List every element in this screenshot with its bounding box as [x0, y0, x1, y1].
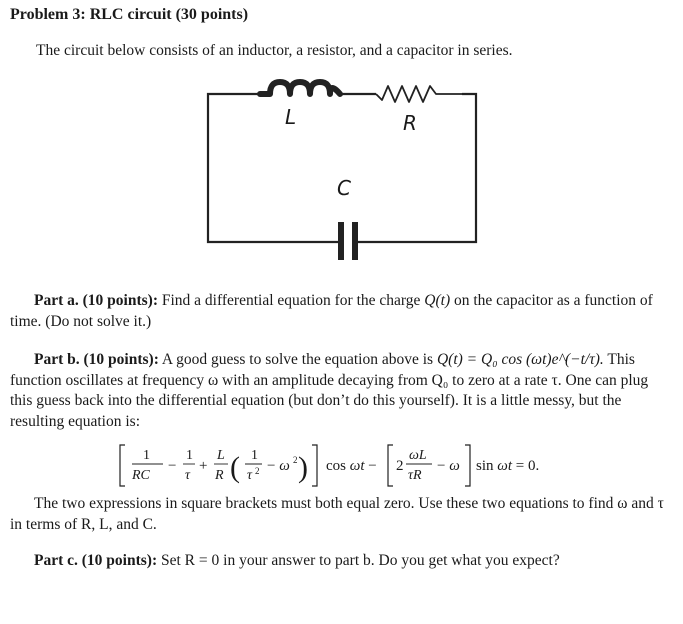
explanation-text: The two expressions in square brackets must both equal zero. Use these two equations to find ω and τ in terms of R, L, and C.	[10, 495, 664, 533]
part-a-text: Find a differential equation for the charge	[158, 292, 425, 309]
part-b-heading: Part b. (10 points):	[34, 351, 159, 368]
svg-text:cos ωt −: cos ωt −	[326, 458, 377, 474]
part-c-heading: Part c. (10 points):	[34, 552, 158, 569]
inductor-coil	[260, 82, 340, 94]
svg-text:1: 1	[143, 448, 150, 463]
part-a-heading: Part a. (10 points):	[34, 292, 158, 309]
svg-text:1: 1	[186, 448, 193, 463]
charge-symbol: Q(t)	[424, 292, 451, 309]
part-a	[10, 291, 670, 332]
svg-text:− ω: − ω	[437, 458, 460, 474]
capacitor-label: C	[337, 176, 351, 200]
problem-title: Problem 3: RLC circuit (30 points)	[10, 6, 249, 23]
svg-text:): )	[298, 451, 308, 484]
intro-text: The circuit below consists of an inductor, a resistor, and a capacitor in series.	[36, 42, 513, 59]
svg-text:− ω: − ω	[267, 458, 290, 474]
part-c-text: Set R = 0 in your answer to part b. Do you get what you expect?	[157, 552, 560, 569]
svg-text:(: (	[230, 451, 240, 484]
svg-text:1: 1	[251, 448, 258, 463]
part-a-text-cont: on the capacitor as a function of time. (Do not solve it.)	[10, 292, 653, 330]
circuit-wire	[208, 94, 338, 242]
part-b	[10, 350, 670, 432]
svg-text:L: L	[217, 448, 225, 463]
svg-text:2: 2	[396, 458, 404, 474]
svg-text:2: 2	[293, 455, 298, 465]
capacitor-plate	[352, 222, 358, 260]
resistor-zigzag	[376, 86, 462, 102]
svg-text:τR: τR	[408, 468, 422, 483]
part-b-text: A good guess to solve the equation above is	[158, 351, 437, 368]
resistor-label: R	[403, 111, 417, 135]
svg-text:sin ωt = 0.: sin ωt = 0.	[476, 458, 540, 474]
guess-formula: Q(t) = Q₀ cos (ωt)e^(−t/τ).	[436, 351, 604, 368]
capacitor-plate	[338, 222, 344, 260]
svg-text:R: R	[215, 468, 224, 483]
part-b-text-cont: This function oscillates at frequency ω with an amplitude decaying from Q₀ to zero at a rate τ. One can plug this guess back into the differential equation (but don’t do this yourself). It is a little messy, but the resulting equation is:	[10, 351, 649, 430]
equation-explanation	[10, 494, 670, 535]
svg-text:−: −	[168, 458, 177, 474]
svg-text:τ: τ	[247, 468, 253, 483]
circuit-wire	[358, 94, 476, 242]
svg-text:τ: τ	[185, 468, 191, 483]
svg-text:+: +	[199, 458, 208, 474]
svg-text:RC: RC	[132, 468, 150, 483]
resulting-equation	[0, 440, 683, 496]
inductor-label: L	[285, 105, 297, 129]
svg-text:ωL: ωL	[409, 448, 427, 463]
svg-text:2: 2	[255, 466, 260, 476]
rlc-circuit-diagram	[200, 72, 490, 262]
part-c	[10, 551, 670, 572]
